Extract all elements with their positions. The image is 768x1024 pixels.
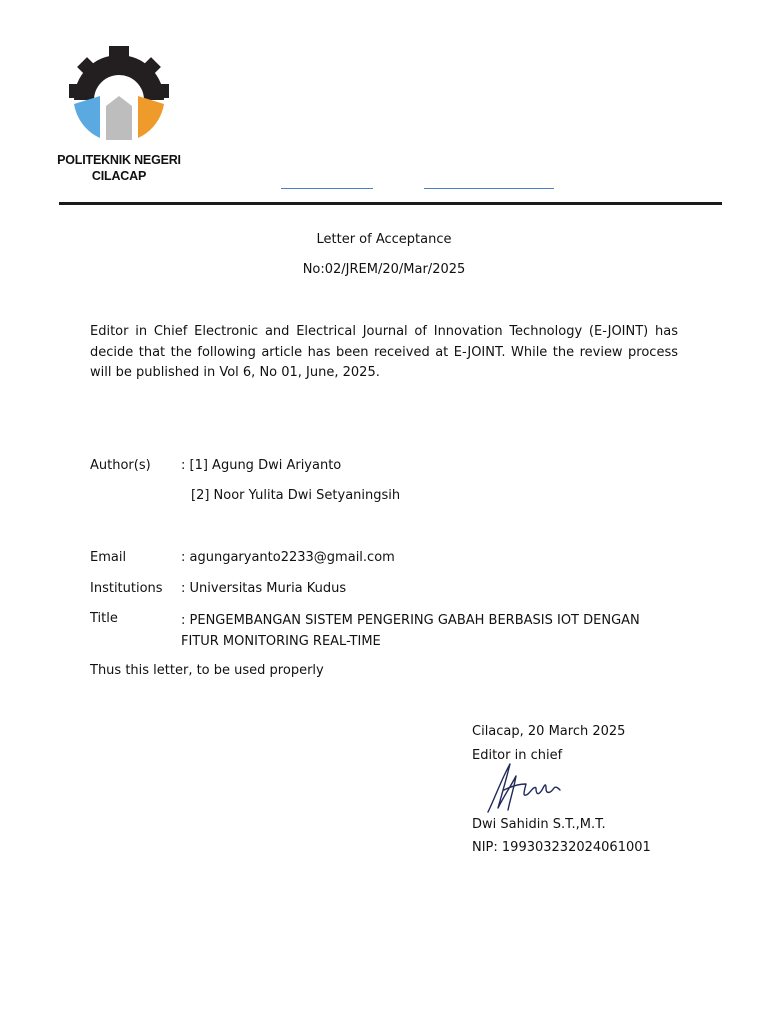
title-label: Title [90,611,118,626]
letter-title: Letter of Acceptance [316,232,452,247]
header-link-underline-1 [281,188,373,189]
gear-icon [69,46,169,100]
logo-left-segment [74,96,100,138]
institutions-value: : Universitas Muria Kudus [181,581,347,596]
header-link-underline-2 [424,188,554,189]
institutions-label: Institutions [90,581,163,596]
author-1: : [1] Agung Dwi Ariyanto [181,458,342,473]
signer-nip: NIP: 199303232024061001 [472,840,651,855]
institution-name [56,152,182,184]
authors-label: Author(s) [90,458,151,473]
email-label: Email [90,550,127,565]
institution-name-line1: POLITEKNIK NEGERI [57,153,181,167]
handwritten-signature [484,760,564,816]
letter-number: No:02/JREM/20/Mar/2025 [302,262,466,277]
logo-center-segment [106,96,132,140]
author-2: [2] Noor Yulita Dwi Setyaningsih [191,488,401,503]
email-value: : agungaryanto2233@gmail.com [181,550,395,565]
header-divider [59,202,722,205]
institution-logo [66,44,172,144]
place-date: Cilacap, 20 March 2025 [472,724,626,739]
signer-name: Dwi Sahidin S.T.,M.T. [472,817,606,832]
logo-right-segment [138,96,164,138]
letter-body: Editor in Chief Electronic and Electrical Journal of Innovation Technology (E-JOINT) has decide that the following article has been received at E-JOINT. While the review process will be published in Vol 6, No 01, June, 2025. [90,324,678,380]
article-title: : PENGEMBANGAN SISTEM PENGERING GABAH BERBASIS IOT DENGAN FITUR MONITORING REAL-TIME [181,613,640,649]
signer-role: Editor in chief [472,748,563,763]
institution-name-line2: CILACAP [91,169,147,183]
closing-text: Thus this letter, to be used properly [90,663,324,678]
